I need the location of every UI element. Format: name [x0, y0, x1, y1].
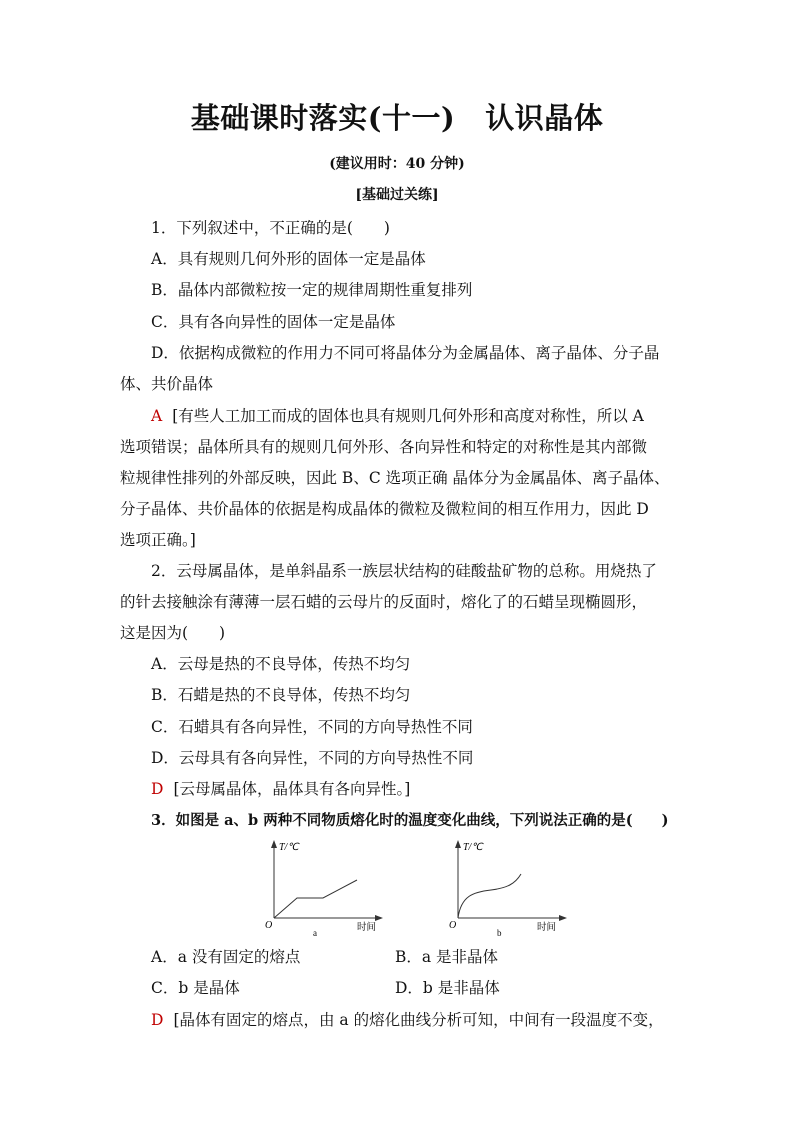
- q1-option-d-line2: 体、共价晶体: [120, 375, 214, 393]
- q2-option-a: A．云母是热的不良导体，传热不均匀: [151, 655, 411, 673]
- q2-explanation: D [云母属晶体，晶体具有各向异性。]: [151, 780, 411, 798]
- figure-b: [449, 838, 569, 938]
- q1-stem: 1．下列叙述中，不正确的是( ): [151, 219, 390, 237]
- page-title: [0, 96, 794, 137]
- q2-option-c: C．石蜡具有各向异性，不同的方向导热性不同: [151, 718, 473, 736]
- q2-answer: D: [151, 780, 164, 798]
- title-main: 基础课时落实(十一): [190, 101, 456, 135]
- q1-answer: A: [151, 407, 163, 425]
- q1-explanation-line4: 分子晶体、共价晶体的依据是构成晶体的微粒及微粒间的相互作用力，因此 D: [120, 500, 649, 518]
- fig-b-origin: O: [449, 920, 457, 931]
- q1-explanation-line1: A [有些人工加工而成的固体也具有规则几何外形和高度对称性，所以 A: [151, 407, 644, 425]
- q2-option-b: B．石蜡是热的不良导体，传热不均匀: [151, 686, 411, 704]
- q1-option-a: A．具有规则几何外形的固体一定是晶体: [151, 250, 426, 268]
- q3-explanation-line1: D [晶体有固定的熔点，由 a 的熔化曲线分析可知，中间有一段温度不变，: [151, 1011, 664, 1029]
- fig-a-xlabel: 时间: [357, 922, 377, 933]
- fig-a-caption: a: [313, 928, 317, 938]
- q1-option-d-line1: D．依据构成微粒的作用力不同可将晶体分为金属晶体、离子晶体、分子晶: [151, 344, 660, 362]
- fig-b-caption: b: [497, 928, 502, 938]
- curve-a: [274, 880, 357, 918]
- q1-explanation-line3: 粒规律性排列的外部反映，因此 B、C 选项正确 晶体分为金属晶体、离子晶体、: [120, 469, 670, 487]
- fig-b-ylabel: T/℃: [463, 842, 483, 853]
- q1-explanation-line2: 选项错误；晶体所具有的规则几何外形、各向异性和特定的对称性是其内部微: [120, 438, 648, 456]
- q2-stem-line2: 的针去接触涂有薄薄一层石蜡的云母片的反面时，熔化了的石蜡呈现椭圆形，: [120, 593, 648, 611]
- q3-option-d: D．b 是非晶体: [395, 979, 500, 997]
- q3-stem: 3．如图是 a、b 两种不同物质熔化时的温度变化曲线，下列说法正确的是( ): [151, 812, 669, 829]
- section-label: [基础过关练]: [355, 187, 439, 203]
- figure-a: [265, 838, 385, 938]
- q1-option-b: B．晶体内部微粒按一定的规律周期性重复排列: [151, 281, 473, 299]
- q2-stem-line3: 这是因为( ): [120, 624, 226, 642]
- fig-a-origin: O: [265, 920, 273, 931]
- q1-option-c: C．具有各向异性的固体一定是晶体: [151, 313, 396, 331]
- q3-option-a: A．a 没有固定的熔点: [151, 948, 301, 966]
- q3-option-b: B．a 是非晶体: [395, 948, 499, 966]
- fig-b-xlabel: 时间: [537, 922, 557, 933]
- q2-option-d: D．云母具有各向异性，不同的方向导热性不同: [151, 749, 474, 767]
- q1-explanation-line5: 选项正确。]: [120, 531, 196, 549]
- fig-a-ylabel: T/℃: [279, 842, 299, 853]
- curve-b: [458, 874, 521, 918]
- q2-stem-line1: 2．云母属晶体，是单斜晶系一族层状结构的硅酸盐矿物的总称。用烧热了: [151, 562, 657, 580]
- q3-answer: D: [151, 1011, 164, 1029]
- time-hint: (建议用时：40 分钟): [329, 156, 465, 172]
- q3-option-c: C．b 是晶体: [151, 979, 240, 997]
- title-sub: 认识晶体: [485, 101, 604, 135]
